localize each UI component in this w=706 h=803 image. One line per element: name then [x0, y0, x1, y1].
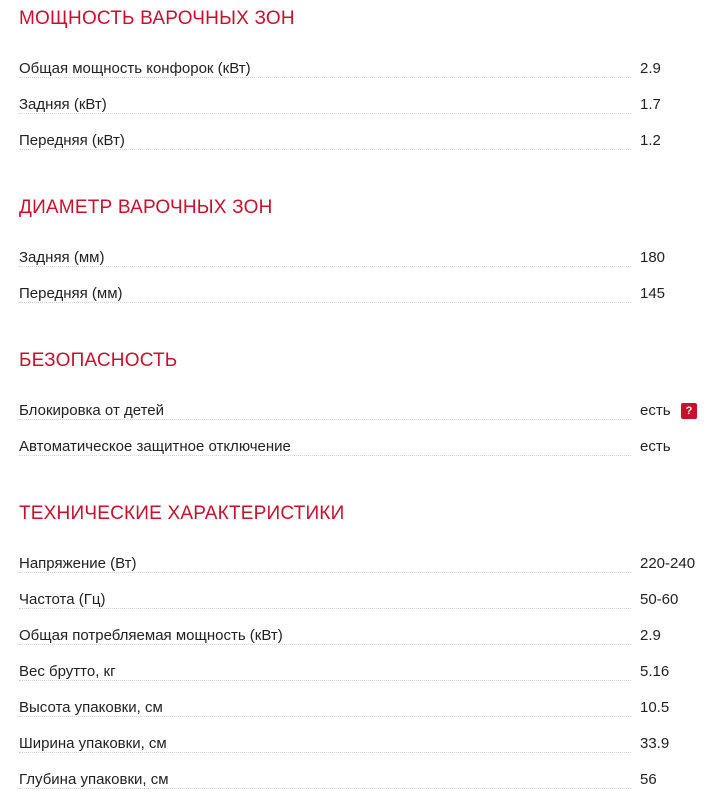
dotted-leader: [19, 716, 631, 717]
spec-row: [19, 771, 699, 793]
spec-row: [19, 699, 699, 721]
dotted-leader: [19, 455, 631, 456]
spec-value: 1.7: [640, 96, 661, 113]
spec-row: [19, 735, 699, 757]
spec-value: 33.9: [640, 735, 670, 752]
spec-label: Вес брутто, кг: [19, 663, 120, 680]
section-title-cooking-zone-diameter: ДИАМЕТР ВАРОЧНЫХ ЗОН: [19, 197, 273, 218]
dotted-leader: [19, 302, 631, 303]
spec-label: Блокировка от детей: [19, 402, 168, 419]
spec-row: [19, 285, 699, 307]
dotted-leader: [19, 644, 631, 645]
spec-value: 2.9: [640, 627, 661, 644]
spec-label: Ширина упаковки, см: [19, 735, 171, 752]
spec-row: [19, 663, 699, 685]
spec-label: Глубина упаковки, см: [19, 771, 173, 788]
spec-row: [19, 132, 699, 154]
question-mark-icon[interactable]: ?: [681, 403, 697, 419]
spec-label: Передняя (мм): [19, 285, 127, 302]
spec-row: [19, 627, 699, 649]
dotted-leader: [19, 113, 631, 114]
spec-value: 220-240: [640, 555, 696, 572]
spec-value: 56: [640, 771, 657, 788]
spec-label: Автоматическое защитное отключение: [19, 438, 295, 455]
spec-label: Передняя (кВт): [19, 132, 129, 149]
spec-label: Общая мощность конфорок (кВт): [19, 60, 255, 77]
spec-label: Напряжение (Вт): [19, 555, 141, 572]
dotted-leader: [19, 572, 631, 573]
dotted-leader: [19, 77, 631, 78]
spec-row: [19, 438, 699, 460]
spec-row: [19, 555, 699, 577]
spec-label: Общая потребляемая мощность (кВт): [19, 627, 287, 644]
section-title-safety: БЕЗОПАСНОСТЬ: [19, 350, 178, 371]
spec-row: [19, 60, 699, 82]
spec-value: есть: [640, 402, 671, 419]
dotted-leader: [19, 419, 631, 420]
spec-row: [19, 402, 699, 424]
dotted-leader: [19, 608, 631, 609]
spec-label: Задняя (мм): [19, 249, 108, 266]
spec-value: 145: [640, 285, 666, 302]
spec-label: Задняя (кВт): [19, 96, 111, 113]
dotted-leader: [19, 266, 631, 267]
spec-value: 5.16: [640, 663, 670, 680]
spec-value: 10.5: [640, 699, 670, 716]
spec-row: [19, 96, 699, 118]
spec-label: Высота упаковки, см: [19, 699, 167, 716]
section-title-cooking-zone-power: МОЩНОСТЬ ВАРОЧНЫХ ЗОН: [19, 8, 295, 29]
spec-value: 2.9: [640, 60, 661, 77]
spec-value: 180: [640, 249, 666, 266]
spec-label: Частота (Гц): [19, 591, 109, 608]
dotted-leader: [19, 788, 631, 789]
spec-value: есть: [640, 438, 671, 455]
section-title-technical-specs: ТЕХНИЧЕСКИЕ ХАРАКТЕРИСТИКИ: [19, 503, 345, 524]
dotted-leader: [19, 752, 631, 753]
spec-value: 1.2: [640, 132, 661, 149]
dotted-leader: [19, 149, 631, 150]
spec-row: [19, 591, 699, 613]
spec-row: [19, 249, 699, 271]
spec-value: 50-60: [640, 591, 679, 608]
dotted-leader: [19, 680, 631, 681]
